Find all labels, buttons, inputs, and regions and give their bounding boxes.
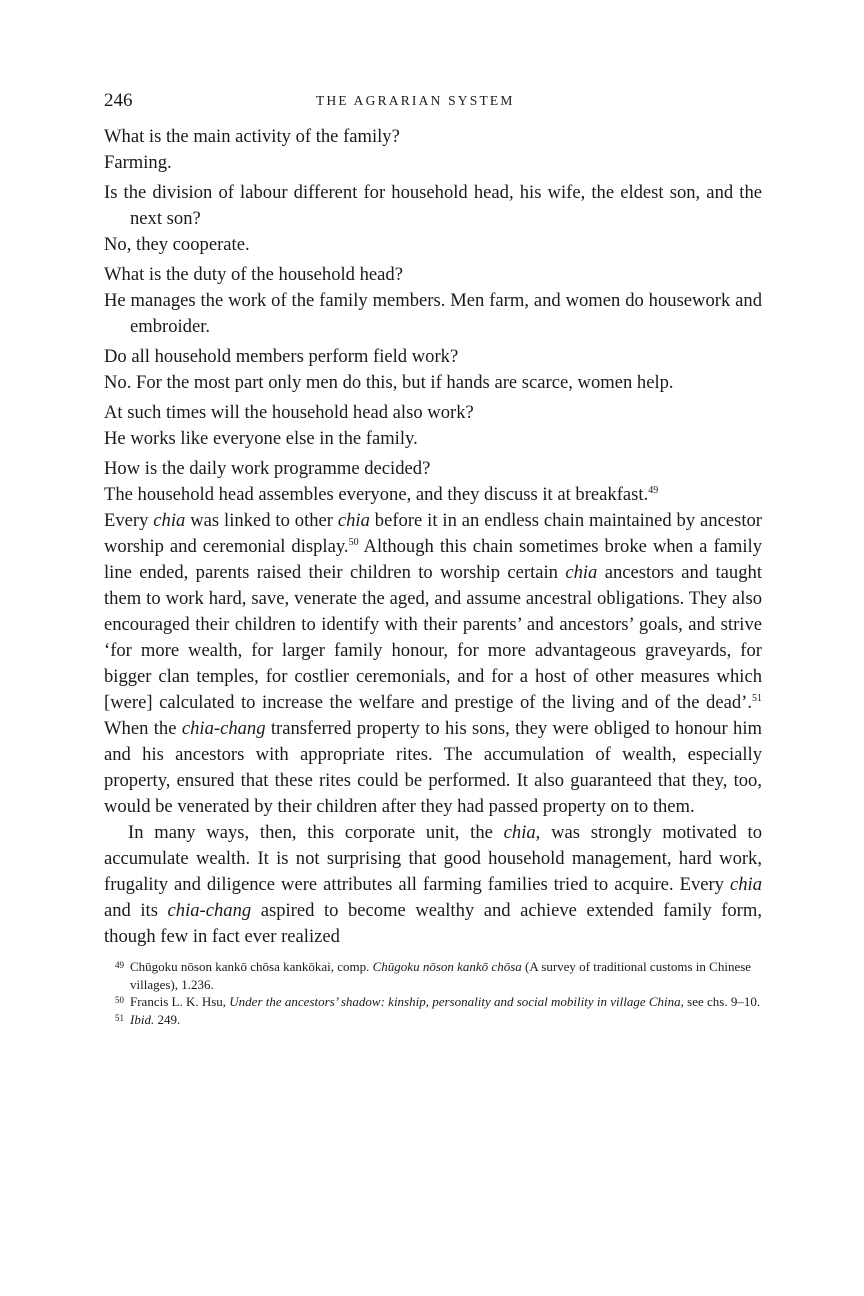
footnote-text: (A survey of traditional customs in Chinese villages), 1.236. — [130, 959, 752, 992]
body-paragraph — [104, 820, 762, 950]
footnote-title: Chūgoku nōson kankō chōsa — [372, 959, 522, 974]
document-page — [104, 90, 762, 1028]
question: Is the division of labour different for household head, his wife, the eldest son, and the next son? — [104, 182, 762, 229]
answer: Farming. — [104, 152, 172, 173]
qa-pair — [104, 400, 762, 452]
qa-pair — [104, 344, 762, 396]
text-run: transferred property to his sons, they were obliged to honour him and his ancestors with appropriate rites. The accumulation of wealth, especially property, ensured that these rites could be performed. It also guaranteed that they, too, would be venerated by their children after they had passed property on to them. — [104, 718, 762, 817]
text-run: and its — [104, 900, 168, 921]
interview-transcript — [104, 124, 762, 508]
footnotes — [104, 958, 762, 1028]
qa-pair — [104, 262, 762, 340]
footnote-ref: 49 — [648, 485, 659, 496]
answer: He works like everyone else in the family. — [104, 428, 418, 449]
footnote — [104, 993, 762, 1011]
footnote-number: 51 — [115, 1012, 124, 1023]
text-run: before it in an endless chain maintained by ancestor worship and ceremonial display. — [104, 510, 762, 557]
italic-term: chia-chang — [167, 900, 252, 921]
text-run: When the — [104, 718, 182, 739]
text-run: Although this chain sometimes broke when a family line ended, parents raised their children to worship certain — [104, 536, 762, 583]
question: At such times will the household head also work? — [104, 402, 474, 423]
answer — [104, 482, 762, 508]
question: Do all household members perform field work? — [104, 346, 459, 367]
qa-pair — [104, 456, 762, 508]
qa-pair — [104, 180, 762, 258]
answer-text: The household head assembles everyone, and they discuss it at breakfast. — [104, 484, 649, 505]
footnote-ref: 51 — [752, 693, 762, 704]
footnote-number: 50 — [115, 995, 124, 1005]
footnote-text: see chs. 9–10. — [683, 994, 761, 1009]
answer: No. For the most part only men do this, but if hands are scarce, women help. — [104, 372, 674, 393]
qa-pair — [104, 124, 762, 176]
page-header — [104, 90, 762, 116]
footnote-text: Francis L. K. Hsu, — [130, 994, 230, 1009]
italic-term: chia — [503, 822, 536, 843]
text-run: In many ways, then, this corporate unit, the — [128, 822, 504, 843]
italic-term: chia — [153, 510, 186, 531]
question: What is the duty of the household head? — [104, 264, 403, 285]
text-run: Every — [104, 510, 154, 531]
italic-term: chia — [337, 510, 370, 531]
footnote-text: Chūgoku nōson kankō chōsa kankōkai, comp. — [130, 959, 373, 974]
text-run: , was strongly motivated to accumulate wealth. It is not surprising that good household management, hard work, frugality and diligence were attributes all farming families tried to acquire. Every — [104, 822, 762, 895]
page-number: 246 — [104, 90, 133, 111]
italic-term: chia-chang — [181, 718, 266, 739]
footnote-number: 49 — [115, 960, 124, 970]
text-run: aspired to become wealthy and achieve extended family form, though few in fact ever realized — [104, 900, 762, 947]
body-paragraph — [104, 508, 762, 820]
footnote-ref: 50 — [348, 537, 359, 548]
text-run: was linked to other — [185, 510, 338, 531]
text-run: ancestors and taught them to work hard, save, venerate the aged, and assume ancestral obligations. They also encouraged their children to identify with their parents’ and ancestors’ goals, and strive ‘for more wealth, for larger family honour, for more advantageous graveyards, for bigger clan temples, for costlier ceremonials, and for a host of other measures which [were] calculated to increase the welfare and prestige of the living and of the dead’. — [104, 562, 762, 713]
answer: He manages the work of the family members. Men farm, and women do housework and embroider. — [104, 290, 762, 337]
footnote-title: Under the ancestors’ shadow: kinship, personality and social mobility in village China, — [229, 994, 684, 1009]
question: How is the daily work programme decided? — [104, 458, 431, 479]
running-head: THE AGRARIAN SYSTEM — [316, 93, 515, 108]
italic-term: chia — [729, 874, 762, 895]
footnote-title: Ibid. — [130, 1011, 155, 1027]
question: What is the main activity of the family? — [104, 126, 400, 147]
footnote — [104, 958, 762, 993]
italic-term: chia — [565, 562, 598, 583]
answer: No, they cooperate. — [104, 234, 250, 255]
footnote-text: 249. — [154, 1011, 181, 1027]
footnote — [104, 1011, 762, 1029]
